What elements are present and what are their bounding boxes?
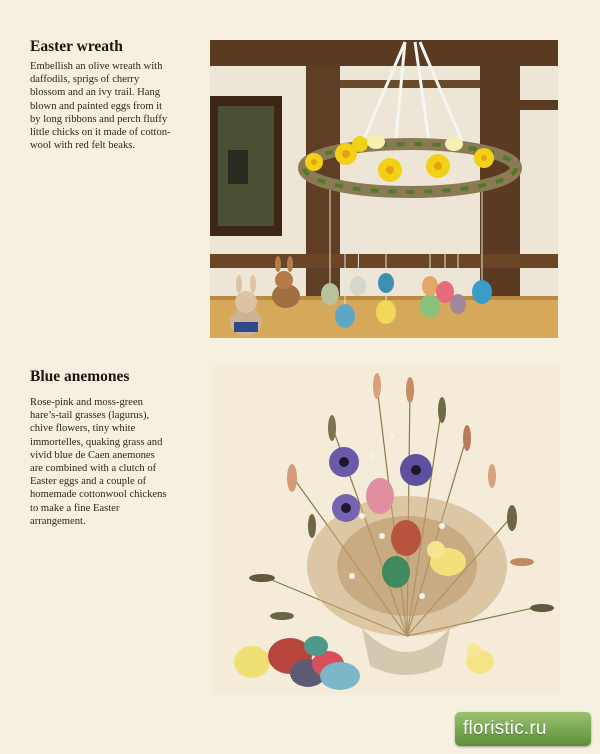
easter-wreath-text [30,60,188,152]
text-line: daffodils, sprigs of cherry [30,74,140,86]
text-line: by long ribbons and perch fluffy [30,113,168,125]
text-line: wool with red felt beaks. [30,140,136,152]
text-line: chive flowers, tiny white [30,423,136,435]
text-line: vivid blue de Caen anemones [30,449,155,461]
blue-anemones-heading: Blue anemones [30,368,130,385]
text-line: Rose-pink and moss-green [30,397,143,408]
text-line: Embellish an olive wreath with [30,61,163,72]
easter-wreath-heading: Easter wreath [30,38,123,55]
text-line: to make a fine Easter [30,502,120,514]
watermark-text: floristic.ru [463,718,547,739]
anemone-arrangement-photo [212,366,560,694]
text-line: arrangement. [30,515,86,527]
text-line: Easter eggs and a couple of [30,476,147,488]
text-line: are combined with a clutch of [30,463,157,475]
text-line: hare’s-tail grasses (lagurus), [30,410,150,422]
text-line: homemade cottonwool chickens [30,489,167,501]
text-line: immortelles, quaking grass and [30,436,163,448]
text-line: blossom and an ivy trail. Hang [30,87,161,99]
blue-anemones-text [30,396,188,528]
text-line: blown and painted eggs from it [30,100,163,112]
easter-wreath-photo [210,40,558,338]
text-line: little chicks on it made of cotton- [30,127,171,139]
watermark-logo [455,712,591,746]
